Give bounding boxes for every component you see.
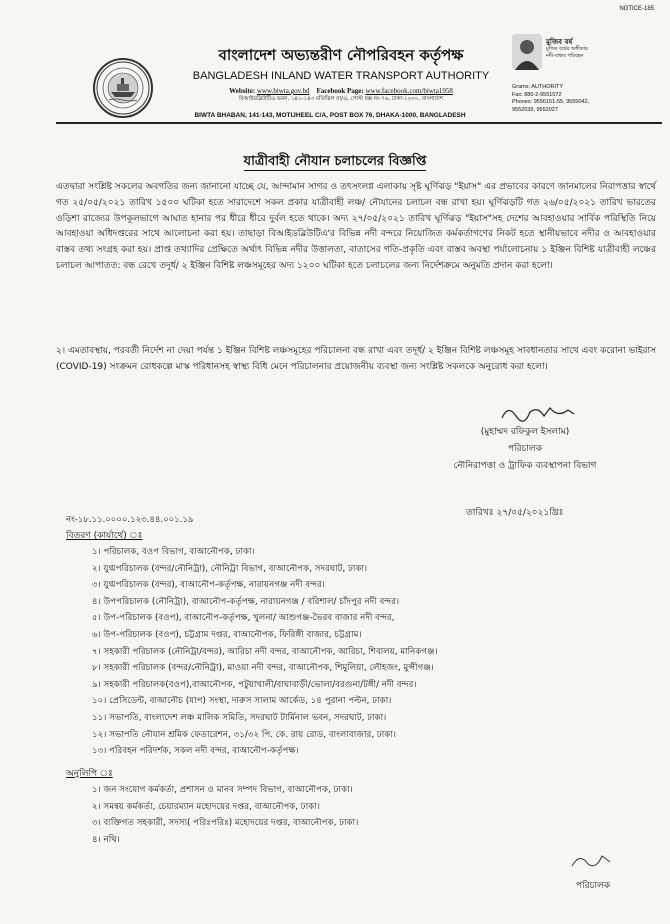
list-item: ৫। উপ-পরিচালক (বওপ), বাআনৌপ-কর্তৃপক্ষ, খুলনা/ আশুগঞ্জ-ভৈরব বাজার নদী বন্দর, xyxy=(92,613,395,624)
signatory-designation: পরিচালক xyxy=(507,444,543,454)
date-value: ২৭/০৫/২০২১খ্রিঃ xyxy=(496,508,564,518)
facebook-link[interactable]: www.facebook.com/biwta1958 xyxy=(365,87,453,95)
list-item: ২। যুগ্মপরিচালক (বন্দর/নৌনিট্রা), নৌনিট্রা বিভাগ, বাআনৌপক, সদরঘাট, ঢাকা। xyxy=(92,563,368,574)
footer-signature-scribble-icon xyxy=(568,848,614,872)
contact-line: 9552039, 9552027 xyxy=(512,106,558,113)
list-item: ৬। উপ-পরিচালক (বওপ), চট্টগ্রাম দপ্তর, বাআনৌপক, ফিরিঙ্গী বাজার, চট্টগ্রাম। xyxy=(92,629,362,640)
list-item: ১৩। পরিবহন পরিদর্শক, সকল নদী বন্দর, বাআনৌপ-কর্তৃপক্ষ। xyxy=(92,746,299,757)
signatory-name: (মুহাম্মদ রফিকুল ইসলাম) xyxy=(480,427,570,437)
issue-date xyxy=(466,505,563,520)
notice-heading-text: যাত্রীবাহী নৌযান চলাচলের বিজ্ঞপ্তি xyxy=(243,154,427,169)
list-item: ৪। নথি। xyxy=(92,834,120,845)
list-item: ৯। সহকারী পরিচালক(বওপ),বাআনৌপক, পটুয়াখালী/বাঘাবাড়ী/ভোলা/বরগুনা/টঙ্গী/ নদী বন্দর। xyxy=(92,679,417,690)
address-bangla: বিআইডব্লিউটিএ ভবন, ১৪১-১৪৩ মতিঝিল বা/এ, পোস্ট বক্স নং-৭৬, ঢাকা-১০০০, বাংলাদেশ xyxy=(239,96,443,102)
copy-list xyxy=(92,782,652,848)
list-item: ১০। প্রেসিডেন্ট, বাআনৌচ (যাপ) সংস্থা, দারুস সালাম আর্কেড, ১৪ পুরানা পল্টন, ঢাকা। xyxy=(92,696,392,707)
biwta-emblem-icon xyxy=(93,58,153,118)
contact-line: Phones: 9556151-55, 9555042, xyxy=(512,99,590,105)
list-item: ৭। সহকারী পরিচালক (নৌনিট্রা/বন্দর), আরিচা নদী বন্দর, বাআনৌপক, আরিচা, শিবালয়, মানিকগঞ্জ। xyxy=(92,646,438,657)
signature-scribble-icon xyxy=(498,402,578,424)
memo-number: নং-১৮.১১.০০০০.১২৩.৪৪.০০১.১৯ xyxy=(66,515,194,525)
website-link[interactable]: www.biwta.gov.bd xyxy=(256,87,310,95)
contact-info xyxy=(512,84,657,114)
list-item: ৪। উপপরিচালক (নৌনিট্রা), বাআনৌপ-কর্তৃপক্ষ, নারায়নগঞ্জ / বরিশাল/ চাঁদপুর নদী বন্দর। xyxy=(92,596,400,607)
list-item: ১১। সভাপতি, বাংলাদেশ লঞ্চ মালিক সমিতি, সদরঘাট টার্মিনাল ভবন, সদরঘাট, ঢাকা। xyxy=(92,712,387,723)
mujib-year-title: মুজিব বর্ষ xyxy=(546,38,573,46)
copy-heading: অনুলিপি ঃ xyxy=(66,769,113,779)
mujib-sub-line-1: মুজিব বর্ষের অঙ্গীকার xyxy=(546,46,588,52)
facebook-label: Facebook Page: xyxy=(316,87,364,95)
address-english: BIWTA BHABAN, 141-143, MOTIJHEEL C/A, POST BOX 76, DHAKA-1000, BANGLADESH xyxy=(194,112,466,119)
org-title-english: BANGLADESH INLAND WATER TRANSPORT AUTHORITY xyxy=(192,70,490,82)
contact-line: Fax: 880-2-9551072 xyxy=(512,91,562,98)
date-label: তারিখঃ xyxy=(466,508,494,518)
list-item: ১২। সভাপতি নৌযান শ্রমিক ফেডারেশন, ৩১/৩২ পি. কে. রায় রোড, বাংলাবাজার, ঢাকা। xyxy=(92,729,396,740)
paragraph-2: ২। এমতাবস্থায়, পরবর্তী নির্দেশ না দেয়া পর্যন্ত ১ ইঞ্জিন বিশিষ্ট লঞ্চসমূহের পরিচালনা বন্ধ রাখা এবং তদূর্ধ/ ২ ইঞ্জিন বিশিষ্ট লঞ্চসমূহ সাবধানতার সাথে এবং করোনা ভাইরাস (COVID-19) সংক্রমন রোধকল্পে মাস্ক পরিধানসহ স্বাস্থ্য বিধি মেনে পরিচালনার প্রয়োজনীয় ব্যবস্থা জন্য সংশ্লিষ্ট সকলকে অনুরোধ করা হলো। xyxy=(56,346,656,372)
notice-heading xyxy=(0,152,670,173)
website-label: Website: xyxy=(229,87,256,95)
web-links xyxy=(176,87,506,95)
list-item: ৩। ব্যক্তিগত সহকারী, সদস্য( পরিঃপরিঃ) মহোদয়ের দপ্তর, বাআনৌপক, ঢাকা। xyxy=(92,818,359,829)
list-item: ১। পরিচালক, বওপ বিভাগ, বাআনৌপক, ঢাকা। xyxy=(92,547,255,557)
signatory-department: নৌনিরাপত্তা ও ট্রাফিক ব্যবস্থাপনা বিভাগ xyxy=(453,461,597,471)
portrait-icon xyxy=(512,34,542,70)
distribution-heading: বিতরণ (কার্যার্থে) ঃ xyxy=(66,531,143,541)
list-item: ৩। যুগ্মপরিচালক (বন্দর), বাআনৌপ-কর্তৃপক্ষ, নারায়নগঞ্জ নদী বন্দর। xyxy=(92,580,325,591)
list-item: ২। সমন্বয় কর্মকর্তা, চেয়ারম্যান মহোদয়ের দপ্তর, বাআনৌপক, ঢাকা। xyxy=(92,801,320,812)
notice-number: NOTICE-185 xyxy=(619,6,654,12)
list-item: ৮। সহকারী পরিচালক (বন্দর/নৌনিট্রা), মাওয়া নদী বন্দর, বাআনৌপক, শিমুলিয়া, লৌহজং, মুন্সীগঞ্জ। xyxy=(92,663,434,674)
mujib-year-subtitle xyxy=(546,46,588,60)
distribution-list xyxy=(92,544,652,760)
list-item: ১। জন সংযোগ কর্মকর্তা, প্রশাসন ও মানব সম্পদ বিভাগ, বাআনৌপক, ঢাকা। xyxy=(92,785,353,795)
paragraph-1: এতদ্বারা সংশ্লিষ্ট সকলের অবগতির জন্য জানানো যাচ্ছে যে, আন্দামান সাগর ও তৎসংলগ্ন এলাকায় সৃষ্ট ঘূর্ণিঝড় "ইয়াস" এর প্রভাবের কারণে জানমালের নিরাপত্তার স্বার্থে গত ২৫/০৫/২০২১ তারিখ ১৫০০ ঘটিকা হতে সারাদেশে সকল প্রকার যাত্রীবাহী লঞ্চ/ নৌযানের চলাচল বন্ধ রাখা হয়। ঘূর্ণিঝড়টি গত ২৬/০৫/২০২১ তারিখ ভারতের ওড়িশা রাজ্যের উপকূলভাগে আঘাত হানার পর ধীরে ধীরে দুর্বল হতে থাকে। অদ্য ২৭/০৫/২০২১ তারিখ ঘূর্ণিঝড় "ইয়াস"সহ দেশের আবহাওয়ার সার্বিক পরিস্থিতি নিয়ে আবহাওয়া অধিদপ্তরের সাথে আলোচনা করা হয়। তাছাড়া বিআইডব্লিউটিএ'র বিভিন্ন নদী বন্দরে নিয়োজিত কর্মকর্তাগণের নিকট হতে স্থানীয়ভাবে নদীর ও আবহাওয়ার বাস্তব তথ্য সংগ্রহ করা হয়। প্রাপ্ত তথ্যাদির প্রেক্ষিতে অর্থাৎ বিভিন্ন নদীর উত্তালতা, বাতাসের গতি-প্রকৃতি এবং বাস্তব অবস্থা পর্যালোচনায় ১ ইঞ্জিন বিশিষ্ট যাত্রীবাহী লঞ্চের চলাচল আপাতত: বন্ধ রেখে তদূর্ধ/ ২ ইঞ্জিন বিশিষ্ট লঞ্চসমূহের অদ্য ১২০০ ঘটিকা হতে চলাচলের জন্য নির্দেশক্রমে অনুমতি প্রদান করা হলো। xyxy=(56,182,656,271)
header-divider xyxy=(56,122,662,124)
mujib-sub-line-2: নদী-বান্ধব পরিবহন xyxy=(546,53,584,59)
org-title-bangla: বাংলাদেশ অভ্যন্তরীণ নৌপরিবহন কর্তৃপক্ষ xyxy=(218,46,464,64)
footer-signatory: পরিচালক xyxy=(576,881,611,891)
signatory-block xyxy=(430,424,620,475)
contact-line: Grams: AUTHORITY xyxy=(512,84,564,90)
